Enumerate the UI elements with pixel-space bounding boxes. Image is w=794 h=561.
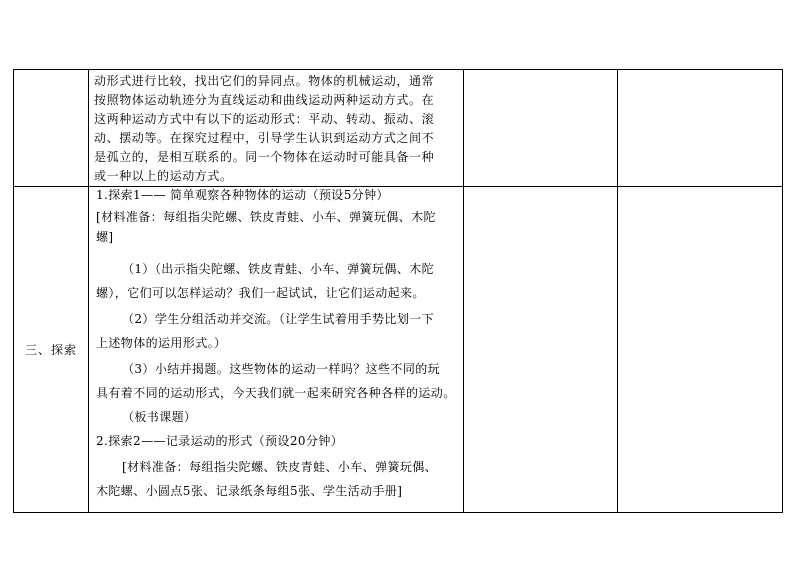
step-line: （1）（出示指尖陀螺、铁皮青蛙、小车、弹簧玩偶、木陀: [122, 262, 435, 276]
step-line: 具有着不同的运动形式，今天我们就一起来研究各种各样的运动。: [96, 386, 456, 400]
content-line: 这两种运动方式中有以下的运动形式：平动、转动、振动、滚: [94, 112, 435, 126]
empty-cell: [618, 187, 783, 513]
content-line: 是孤立的，是相互联系的。同一个物体在运动时可能具备一种: [94, 150, 435, 164]
materials-line: [材料准备：每组指尖陀螺、铁皮青蛙、小车、弹簧玩偶、木陀: [96, 210, 436, 224]
table-row: [14, 70, 783, 187]
content-line: 动形式进行比较，找出它们的异同点。物体的机械运动，通常: [94, 74, 435, 88]
materials-line: 木陀螺、小圆点5张、记录纸条每组5张、学生活动手册]: [96, 484, 403, 498]
explore2-title: 2.探索2——记录运动的形式（预设20分钟）: [96, 434, 344, 448]
step-line: （板书课题）: [122, 410, 197, 424]
stage-cell: [14, 70, 89, 187]
empty-cell: [464, 187, 618, 513]
step-line: 上述物体的运用形式。）: [96, 336, 227, 350]
lesson-plan-table: [13, 69, 783, 513]
step-line: （3）小结并揭题。这些物体的运动一样吗？这些不同的玩: [122, 362, 441, 376]
content-cell: [89, 70, 464, 187]
content-cell: [89, 187, 464, 513]
materials-line: [材料准备：每组指尖陀螺、铁皮青蛙、小车、弹簧玩偶、: [122, 460, 438, 474]
explore1-title: 1.探索1—— 简单观察各种物体的运动（预设5分钟）: [96, 188, 389, 202]
materials-line: 螺]: [96, 230, 114, 244]
content-line: 动、摆动等。在探究过程中，引导学生认识到运动方式之间不: [94, 131, 435, 145]
table-row: [14, 187, 783, 513]
stage-label: 三、探索: [14, 187, 89, 513]
empty-cell: [464, 70, 618, 187]
step-line: 螺），它们可以怎样运动？我们一起试试，让它们运动起来。: [96, 286, 425, 300]
step-line: （2）学生分组活动并交流。（让学生试着用手势比划一下: [122, 312, 435, 326]
content-line: 按照物体运动轨迹分为直线运动和曲线运动两种运动方式。在: [94, 93, 435, 107]
content-line: 或一种以上的运动方式。: [94, 169, 233, 183]
empty-cell: [618, 70, 783, 187]
